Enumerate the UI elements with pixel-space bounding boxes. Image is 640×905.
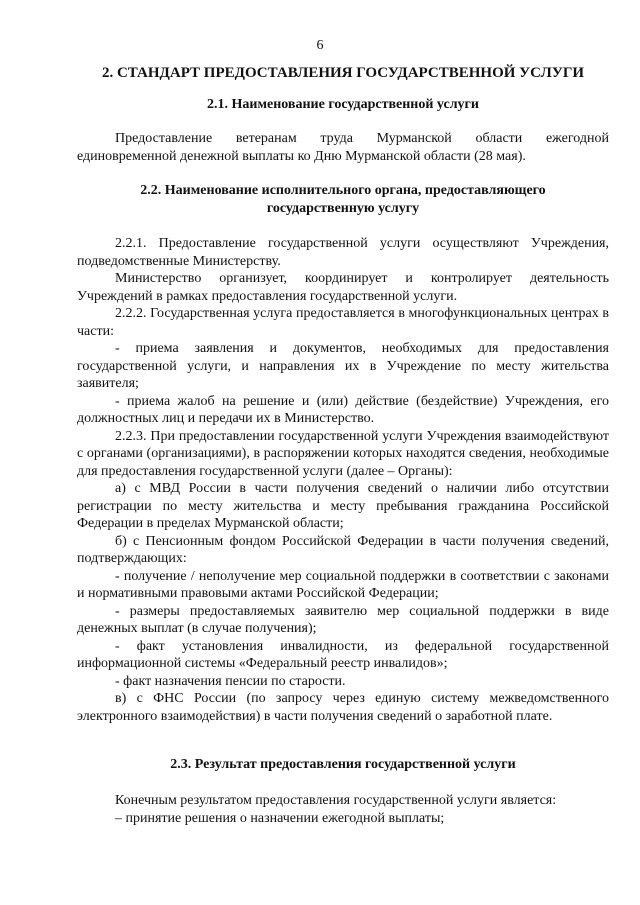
paragraph: 2.2.1. Предоставление государственной услуги осуществляют Учреждения, подведомственные Министерству.: [77, 236, 609, 269]
section-2-heading: 2. СТАНДАРТ ПРЕДОСТАВЛЕНИЯ ГОСУДАРСТВЕННОЙ УСЛУГИ: [101, 65, 585, 81]
heading-line: 2.2. Наименование исполнительного органа, предоставляющего: [140, 183, 546, 198]
list-item: а) с МВД России в части получения сведений о наличии либо отсутствии регистрации по месту жительства и месту пребывания гражданина Российской Федерации в пределах Мурманской области;: [77, 481, 609, 531]
heading-line: государственную услугу: [266, 201, 420, 216]
page-number: 6: [316, 38, 324, 53]
list-item: - получение / неполучение мер социальной поддержки в соответствии с законами и нормативными правовыми актами Российской Федерации;: [77, 568, 609, 601]
section-2-3-body: [77, 792, 609, 827]
list-item: - приема заявления и документов, необходимых для предоставления государственной услуги, и направления их в Учреждение по месту жительства заявителя;: [77, 341, 609, 391]
paragraph: Предоставление ветеранам труда Мурманской области ежегодной единовременной денежной выплаты ко Дню Мурманской области (28 мая).: [77, 131, 609, 164]
paragraph: 2.2.2. Государственная услуга предоставляется в многофункциональных центрах в части:: [77, 306, 609, 339]
section-2-2-body: [77, 235, 609, 725]
list-item: б) с Пенсионным фондом Российской Федерации в части получения сведений, подтверждающих:: [77, 533, 609, 566]
section-2-3-heading: 2.3. Результат предоставления государственной услуги: [170, 757, 516, 772]
list-item: – принятие решения о назначении ежегодной выплаты;: [115, 810, 445, 826]
paragraph: Министерство организует, координирует и контролирует деятельность Учреждений в рамках предоставления государственной услуги.: [77, 271, 609, 304]
paragraph: Конечным результатом предоставления государственной услуги является:: [115, 793, 557, 808]
list-item: в) с ФНС России (по запросу через единую систему межведомственного электронного взаимодействия) в части получения сведений о заработной плате.: [77, 691, 609, 724]
list-item: - приема жалоб на решение и (или) действие (бездействие) Учреждения, его должностных лиц и передачи их в Министерство.: [77, 393, 609, 426]
list-item: - размеры предоставляемых заявителю мер социальной поддержки в виде денежных выплат (в случае получения);: [77, 603, 609, 636]
section-2-1-body: [77, 130, 609, 165]
section-2-2-heading: [77, 182, 609, 218]
paragraph: 2.2.3. При предоставлении государственной услуги Учреждения взаимодействуют с органами (организациями), в распоряжении которых находятся сведения, необходимые для предоставления государственной услуги (далее – Органы):: [77, 428, 609, 479]
list-item: - факт установления инвалидности, из федеральной государственной информационной системы «Федеральный реестр инвалидов»;: [77, 638, 609, 671]
list-item: - факт назначения пенсии по старости.: [115, 673, 346, 689]
section-2-1-heading: 2.1. Наименование государственной услуги: [207, 97, 479, 112]
